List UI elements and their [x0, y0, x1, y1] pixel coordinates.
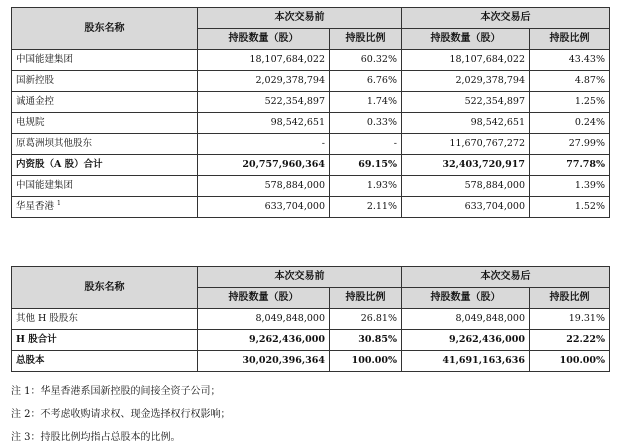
row-name: H 股合计: [12, 330, 198, 351]
row-before-shares: 522,354,897: [198, 92, 330, 113]
row-name-cell: [12, 197, 198, 218]
row-before-shares: 20,757,960,364: [198, 155, 330, 176]
header-before-shares: 持股数量（股）: [198, 288, 330, 309]
row-after-shares: 41,691,163,636: [402, 351, 530, 372]
table-row: [12, 92, 610, 113]
row-name: 中国能建集团: [12, 176, 198, 197]
header-before-shares: 持股数量（股）: [198, 29, 330, 50]
row-name: 原葛洲坝其他股东: [12, 134, 198, 155]
row-name: 华星香港: [16, 201, 55, 213]
row-before-ratio: 2.11%: [330, 197, 402, 218]
header-before-ratio: 持股比例: [330, 288, 402, 309]
shareholding-table-h: [11, 266, 610, 372]
note-2: 注 2：不考虑收购请求权、现金选择权行权影响；: [11, 409, 231, 420]
table-row: [12, 71, 610, 92]
row-name: 国新控股: [12, 71, 198, 92]
header-after: 本次交易后: [402, 8, 610, 29]
row-before-ratio: 6.76%: [330, 71, 402, 92]
row-before-shares: 98,542,651: [198, 113, 330, 134]
row-name: 电规院: [12, 113, 198, 134]
header-before-ratio: 持股比例: [330, 29, 402, 50]
row-after-shares: 8,049,848,000: [402, 309, 530, 330]
row-after-ratio: 19.31%: [530, 309, 610, 330]
header-after-shares: 持股数量（股）: [402, 29, 530, 50]
row-before-shares: 578,884,000: [198, 176, 330, 197]
row-before-ratio: 1.93%: [330, 176, 402, 197]
row-after-ratio: 4.87%: [530, 71, 610, 92]
row-name: 中国能建集团: [12, 50, 198, 71]
row-after-ratio: 100.00%: [530, 351, 610, 372]
row-before-ratio: 60.32%: [330, 50, 402, 71]
row-before-ratio: 30.85%: [330, 330, 402, 351]
row-after-ratio: 77.78%: [530, 155, 610, 176]
row-after-shares: 633,704,000: [402, 197, 530, 218]
header-after-ratio: 持股比例: [530, 288, 610, 309]
row-after-shares: 578,884,000: [402, 176, 530, 197]
row-after-ratio: 27.99%: [530, 134, 610, 155]
header-after-shares: 持股数量（股）: [402, 288, 530, 309]
table-row: [12, 176, 610, 197]
row-before-shares: 8,049,848,000: [198, 309, 330, 330]
row-before-ratio: 1.74%: [330, 92, 402, 113]
row-before-shares: 9,262,436,000: [198, 330, 330, 351]
table-row-subtotal: [12, 155, 610, 176]
header-shareholder: 股东名称: [12, 8, 198, 50]
header-before: 本次交易前: [198, 8, 402, 29]
row-before-ratio: 100.00%: [330, 351, 402, 372]
table-row: [12, 113, 610, 134]
table-row-subtotal: [12, 330, 610, 351]
shareholding-table-a: [11, 7, 610, 218]
header-before: 本次交易前: [198, 267, 402, 288]
row-before-shares: -: [198, 134, 330, 155]
row-after-shares: 2,029,378,794: [402, 71, 530, 92]
row-after-ratio: 43.43%: [530, 50, 610, 71]
row-after-shares: 522,354,897: [402, 92, 530, 113]
row-name: 诚通金控: [12, 92, 198, 113]
row-after-shares: 11,670,767,272: [402, 134, 530, 155]
row-after-ratio: 1.25%: [530, 92, 610, 113]
row-before-ratio: 69.15%: [330, 155, 402, 176]
note-3: 注 3：持股比例均指占总股本的比例。: [11, 432, 181, 443]
table-row-total: [12, 351, 610, 372]
header-after-ratio: 持股比例: [530, 29, 610, 50]
row-before-shares: 30,020,396,364: [198, 351, 330, 372]
row-after-shares: 18,107,684,022: [402, 50, 530, 71]
note-1: 注 1：华星香港系国新控股的间接全资子公司；: [11, 386, 221, 397]
row-before-shares: 2,029,378,794: [198, 71, 330, 92]
row-after-shares: 98,542,651: [402, 113, 530, 134]
row-name: 其他 H 股股东: [12, 309, 198, 330]
table-row: [12, 134, 610, 155]
row-after-ratio: 22.22%: [530, 330, 610, 351]
row-name: 内资股（A 股）合计: [12, 155, 198, 176]
table-row: [12, 50, 610, 71]
table-row: [12, 197, 610, 218]
row-after-shares: 32,403,720,917: [402, 155, 530, 176]
row-after-ratio: 1.39%: [530, 176, 610, 197]
row-before-shares: 18,107,684,022: [198, 50, 330, 71]
row-before-shares: 633,704,000: [198, 197, 330, 218]
row-before-ratio: -: [330, 134, 402, 155]
row-name: 总股本: [12, 351, 198, 372]
row-before-ratio: 26.81%: [330, 309, 402, 330]
row-before-ratio: 0.33%: [330, 113, 402, 134]
header-after: 本次交易后: [402, 267, 610, 288]
row-after-shares: 9,262,436,000: [402, 330, 530, 351]
table-row: [12, 309, 610, 330]
row-after-ratio: 1.52%: [530, 197, 610, 218]
footnote-marker: 1: [57, 200, 61, 208]
header-shareholder: 股东名称: [12, 267, 198, 309]
row-after-ratio: 0.24%: [530, 113, 610, 134]
